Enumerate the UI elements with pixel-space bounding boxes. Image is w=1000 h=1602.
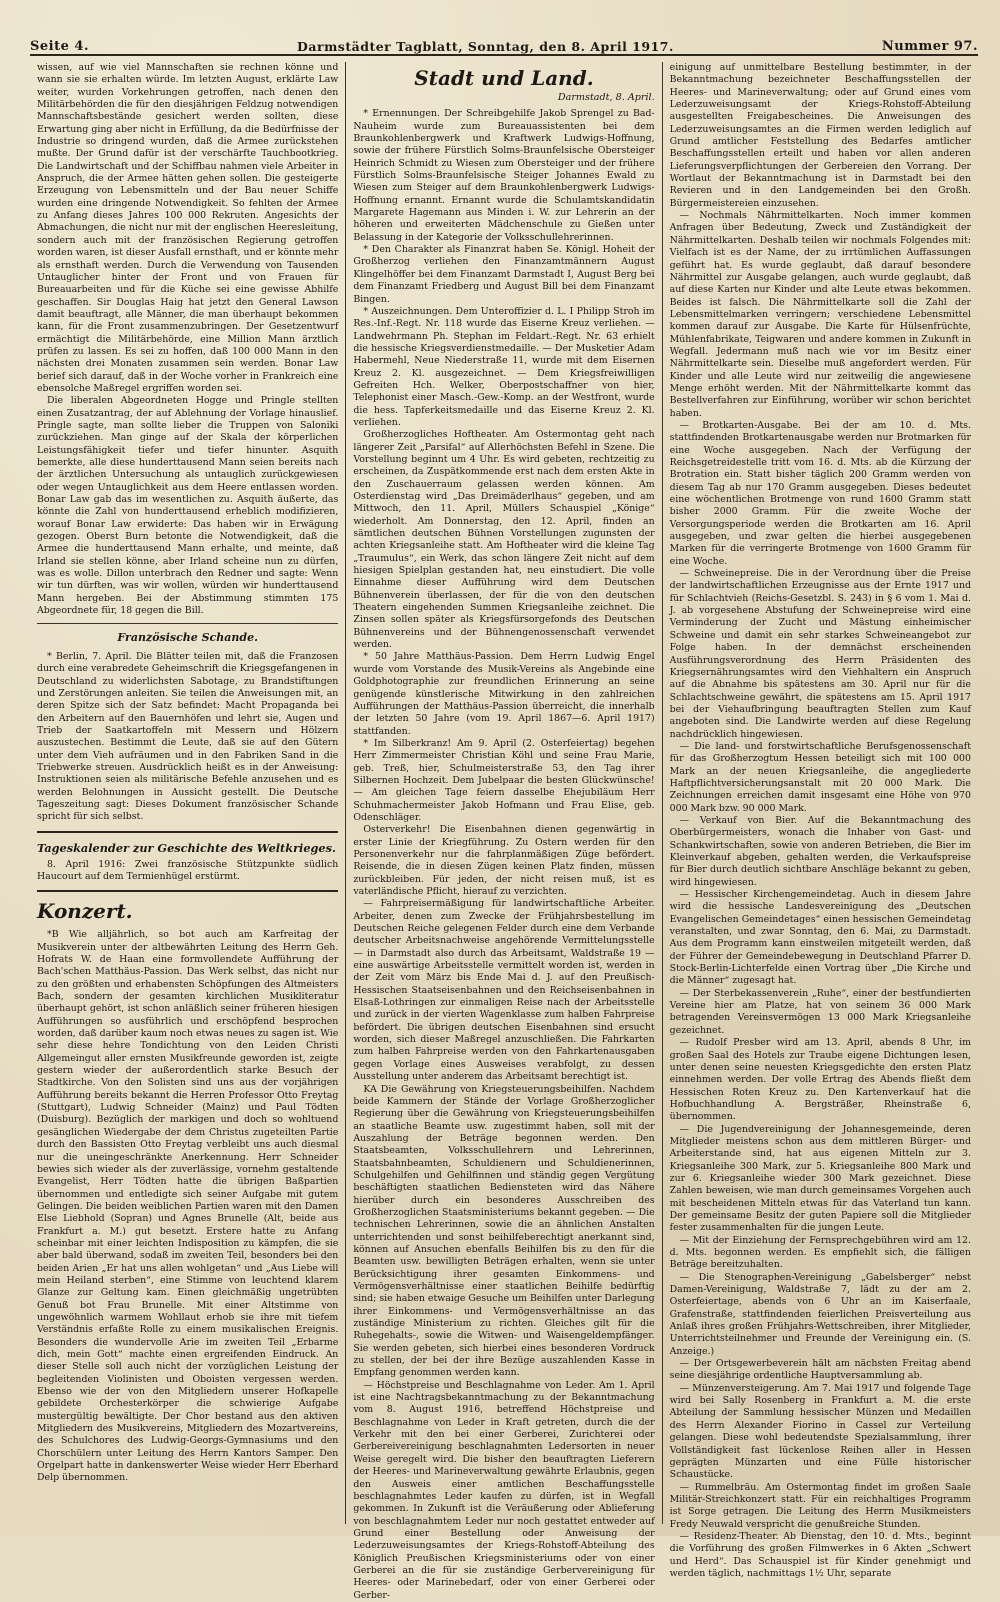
article-text: — Nochmals Nährmittelkarten. Noch immer kommen Anfragen über Bedeutung, Zweck und Zuständigkeit der Nährmittelkarten. Deshalb teilen wir nochmals Folgendes mit: Vielfach ist es der Name, der zu irrtümlichen Auffassungen geführt hat. Es wurde geglaubt, daß darauf besondere Nährmittel zur Ausgabe gelangen, auch wurde geglaubt, daß auf diese Karten nur Kinder und alte Leute etwas bekommen. Beides ist falsch. Die Nährmittelkarte soll die Zahl der Lebensmittelmarken verringern; verschiedene Lebensmittel kommen darauf zur Ausgabe. Die Karte für Hülsenfrüchte, Mühlenfabrikate, Teigwaren und andere kommen in Zukunft in Wegfall. Jedermann muß nach wie vor im Besitz einer Nährmittelkarte sein. Dieselbe muß angefordert werden. Für Kinder und alle Leute wird nur zeitweilig die angewiesene Menge erhöht werden. Mit der Nährmittelkarte kommt das Bestellverfahren zur Einführung, worüber wir schon berichtet haben. — [669, 210, 971, 419]
article-text: — Fahrpreisermäßigung für landwirtschaftliche Arbeiter. Arbeiter, denen zum Zwecke der Frühjahrsbestellung im Deutschen Reiche gelegenen Felder durch eine dem Verbande deutscher Arbeitsnachweise angehörende Vermittelungsstelle — in Darmstadt also durch das Arbeitsamt, Waldstraße 19 — eine auswärtige Arbeitsstelle vermittelt worden ist, werden in der Zeit vom März bis Ende Mai d. J. auf den Preußisch-Hessischen Staatseisenbahnen und den Reichseisenbahnen in Elsaß-Lothringen zur einmaligen Reise nach der Arbeitsstelle und zurück in der vierten Wagenklasse zum halben Fahrpreise befördert. Die übrigen deutschen Eisenbahnen sind ersucht worden, sich dieser Maßregel anzuschließen. Die Fahrkarten zum halben Fahrpreise werden von den Fahrkartenausgaben gegen Vorlage eines Ausweises verabfolgt, zu dessen Ausstellung unter anderem das Arbeitsamt berechtigt ist. — [353, 898, 655, 1083]
article-text: Großherzogliches Hoftheater. Am Ostermontag geht nach längerer Zeit „Parsifal“ auf Allerhöchsten Befehl in Szene. Die Vorstellung beginnt um 4 Uhr. Es wird gebeten, rechtzeitig zu erscheinen, da Zuspätkommende erst nach dem ersten Akte in den Zuschauerraum gelassen werden können. Am Osterdienstag wird „Das Dreimäderlhaus“ gegeben, und am Mittwoch, den 11. April, Müllers Schauspiel „Könige“ wiederholt. Am Donnerstag, den 12. April, finden an sämtlichen deutschen Bühnen Vorstellungen zugunsten der achten Kriegsanleihe statt. Am Hoftheater wird die kleine Tag „Traumulus“, ein Werk, das schon längere Zeit nicht auf dem hiesigen Spielplan gestanden hat, neu einstudiert. Die volle Einnahme dieser Aufführung wird dem Deutschen Bühnenverein überlassen, der für die von den deutschen Theatern eingehenden Summen Kriegsanleihe zeichnet. Die Zinsen sollen später als Kriegsfürsorgefonds des Deutschen Bühnenvereins und der Bühnengenossenschaft verwendet werden. — [353, 429, 655, 651]
divider — [37, 831, 338, 833]
headline-stadt-und-land: Stadt und Land. — [414, 66, 594, 90]
article-text: * 50 Jahre Matthäus-Passion. Dem Herrn Ludwig Engel wurde vom Vorstande des Musik-Vereins als Angebinde eine Goldphotographie zur freundlichen Erinnerung an seine genügende künstlerische Mitwirkung in den zahlreichen Aufführungen der Matthäus-Passion überreicht, die innerhalb der letzten 50 Jahre (vom 19. April 1867—6. April 1917) stattfanden. — [353, 651, 655, 737]
article-text: * Auszeichnungen. Dem Unteroffizier d. L. I Philipp Stroh im Res.-Inf.-Regt. Nr. 118 wurde das Eiserne Kreuz verliehen. — Landwehrmann Ph. Stephan im Feldart.-Regt. Nr. 63 erhielt die hessische Kriegsverdienstmedaille. — Der Musketier Adam Habermehl, Neue Niederstraße 11, wurde mit dem Eisernen Kreuz 2. Kl. ausgezeichnet. — Dem Kriegsfreiwilligen Gefreiten Hch. Welker, Oberpostschaffner von hier, Telephonist einer Masch.-Gew.-Komp. an der Westfront, wurde die hess. Tapferkeitsmedaille und das Eiserne Kreuz 2. Kl. verliehen. — [353, 305, 655, 428]
article-text: — Münzenversteigerung. Am 7. Mai 1917 und folgende Tage wird bei Sally Rosenberg in Frankfurt a. M. die erste Abteilung der Sammlung hessischer Münzen und Medaillen des Herrn Alexander Fiorino in Cassel zur Verteilung gelangen. Diese wohl bedeutendste Spezialsammlung, ihrer Vollständigkeit fast lückenlose Reihen aller in Hessen geprägten Münzarten und eine Fülle historischer Schaustücke. — [669, 1382, 971, 1481]
columns — [30, 62, 978, 1601]
headline-konzert: Konzert. — [37, 899, 133, 924]
article-text: — Verkauf von Bier. Auf die Bekanntmachung des Oberbürgermeisters, wonach die Inhaber von Gast- und Schankwirtschaften, sowie von anderen Betrieben, die Bier im Kleinverkauf abgeben, gehalten werden, die Verkaufspreise für Bier durch deutlich sichtbare Anschläge bekannt zu geben, wird hingewiesen. — [669, 814, 971, 888]
issue-number: Nummer 97. — [881, 39, 978, 54]
article-text: 8. April 1916: Zwei französische Stützpunkte südlich Haucourt auf dem Termienhügel erstürmt. — [37, 858, 339, 882]
article-text: — Die land- und forstwirtschaftliche Berufsgenossenschaft für das Großherzogtum Hessen beteiligt sich mit 100 000 Mark an der neuen Kriegsanleihe, die angegliederte Haftpflichtversicherungsanstalt mit 20 000 Mark. Die Zeichnungen erreichen damit insgesamt eine Höhe von 970 000 Mark bzw. 90 000 Mark. — [669, 740, 971, 814]
article-text: — Höchstpreise und Beschlagnahme von Leder. Am 1. April ist eine Nachtragsbekanntmachung zu der Bekanntmachung vom 8. August 1916, betreffend Höchstpreise und Beschlagnahme von Leder in Kraft getreten, durch die der Verkehr mit den bei einer Gerberei, Zurichterei oder Gerbereivereinigung beschlagnahmten Ledersorten in neuer Weise geregelt wird. Die bisher den beauftragten Lieferern der Heeres- und Marineverwaltung gewährte Erlaubnis, gegen den Ausweis einer amtlichen Beschaffungsstelle beschlagnahmtes Leder kaufen zu dürfen, ist in Wegfall gekommen. In Zukunft ist die Veräußerung oder Ablieferung von beschlagnahmtem Leder nur noch gestattet entweder auf Grund einer Bestellung oder Anweisung der Lederzuweisungsamtes der Kriegs-Rohstoff-Abteilung des Königlich Preußischen Kriegsministeriums oder von einer Gerberei an die für sie zuständige Gerbervereinigung für Heeres- oder Marinebedarf, oder von einer Gerberei oder Gerber- — [353, 1379, 655, 1601]
article-text: — Der Ortsgewerbeverein hält am nächsten Freitag abend seine diesjährige ordentliche Hauptversammlung ab. — [669, 1358, 971, 1382]
article-text: * Berlin, 7. April. Die Blätter teilen mit, daß die Franzosen durch eine verabredete Geheimschrift die Kriegsgefangenen in Deutschland zu widerlichsten Sabotage, zu Brandstiftungen und Zerstörungen anleiten. Sie teilen die Anweisungen mit, an deren Spitze sich der Satz befindet: Macht Propaganda bei den Arbeitern auf den Bauernhöfen und lehrt sie, Augen und Trieb der Saatkartoffeln mit Messern und Hölzern auszustechen. Bestimmt die Leute, daß sie auf den Gütern unter dem Vieh aufräumen und in den Fabriken Sand in die Triebwerke streuen. Ausdrücklich heißt es in der Anweisung: Instruktionen seien als militärische Befehle anzusehen und es werden Belohnungen in Aussicht gestellt. Die Deutsche Tageszeitung sagt: Dieses Dokument französischer Schande spricht für sich selbst. — [37, 650, 339, 823]
column-1 — [30, 62, 345, 1524]
article-text: — Rudolf Presber wird am 13. April, abends 8 Uhr, im großen Saal des Hotels zur Traube eigene Dichtungen lesen, unter denen seine neuesten Kriegsgedichte den ersten Platz einnehmen werden. Der volle Ertrag des Abends fließt dem Hessischen Roten Kreuz zu. Den Kartenverkauf hat die Hofbuchhandlung A. Bergsträßer, Rheinstraße 6, übernommen. — [669, 1037, 971, 1123]
article-text: — Brotkarten-Ausgabe. Bei der am 10. d. Mts. stattfindenden Brotkartenausgabe werden nur Brotmarken für eine Woche ausgegeben. Nach der Verfügung der Reichsgetreidestelle tritt vom 16. d. Mts. ab die Kürzung der Brotration ein. Statt bisher täglich 200 Gramm werden von diesem Tag ab nur 170 Gramm ausgegeben. Dieses bedeutet eine wöchentlichen Brotmenge von rund 1600 Gramm statt bisher 2000 Gramm. Für die zweite Woche der Versorgungsperiode werden die Brotkarten am 16. April ausgegeben, und zwar gelten die hierbei ausgegebenen Marken für die verringerte Brotmenge von 1600 Gramm für eine Woche. — [669, 419, 971, 567]
article-text: KA Die Gewährung von Kriegsteuerungsbeihilfen. Nachdem beide Kammern der Stände der Vorlage Großherzoglicher Regierung über die Gewährung von Kriegsteuerungsbeihilfen an staatliche Beamte usw. zugestimmt haben, soll mit der Auszahlung der Beträge begonnen werden. Den Staatsbeamten, Volksschullehrern und Lehrerinnen, Staatsbahnbeamten, Schuldienern und Schuldienerinnen, Schulgehilfen und Gehilfinnen und ständig gegen Vergütung beschäftigten staatlichen Bediensteten wird das Nähere hierüber durch ein besonderes Ausschreiben des Großherzoglichen Staatsministeriums bekannt gegeben. — Die technischen Lehrerinnen, sowie die an ähnlichen Anstalten unterrichtenden und sonst beihilfeberechtigt anerkannt sind, können auf Ansuchen ebenfalls Beihilfen bis zu den für die Beamten usw. bewilligten Beträgen erhalten, wenn sie unter Berücksichtigung ihrer gesamten Einkommens- und Vermögensverhältnisse einer staatlichen Beihilfe bedürftig sind; sie haben etwaige Gesuche um Beihilfen unter Darlegung ihrer Einkommens- und Vermögensverhältnisse an das zuständige Ministerium zu richten. Gleiches gilt für die Ruhegehalts-, sowie die Witwen- und Waisengeldempfänger. Sie werden gebeten, sich hierbei eines besonderen Vordruck zu stellen, der bei der ihre Bezüge auszahlenden Kasse in Empfang genommen werden kann. — [353, 1083, 655, 1379]
headline-tageskalender: Tageskalender zur Geschichte des Weltkrieges. — [37, 840, 336, 855]
article-text: * Den Charakter als Finanzrat haben Se. Königl. Hoheit der Großherzog verliehen den Finanzamtmännern August Klingelhöffer bei dem Finanzamt Darmstadt I, August Berg bei dem Finanzamt Friedberg und August Bill bei dem Finanzamt Bingen. — [353, 244, 655, 305]
article-text: — Mit der Einziehung der Fernsprechgebühren wird am 12. d. Mts. begonnen werden. Es empfiehlt sich, die fälligen Beträge bereitzuhalten. — [669, 1234, 971, 1271]
article-text: — Rummelbräu. Am Ostermontag findet im großen Saale Militär-Streichkonzert statt. Für ein reichhaltiges Programm ist Sorge getragen. Die Leitung des Herrn Musikmeisters Fredy Neuwald verspricht die genußreiche Stunden. — [669, 1481, 971, 1530]
newspaper-title: Darmstädter Tagblatt, Sonntag, den 8. April 1917. — [297, 39, 674, 54]
article-text: — Schweinepreise. Die in der Verordnung über die Preise der landwirtschaftlichen Erzeugnisse aus der Ernte 1917 und für Schlachtvieh (Reichs-Gesetzbl. S. 243) in § 6 vom 1. Mai d. J. ab vorgesehene Abstufung der Schweinepreise wird eine Verminderung der Zucht und Mästung einheimischer Schweine und damit ein sehr starkes Schweineangebot zur Folge haben. In der demnächst erscheinenden Ausführungsverordnung des Herrn Präsidenten des Kriegsernährungsamtes wird den Viehhaltern ein Anspruch auf die Abnahme bis spätestens am 30. April nur für die Schlachtschweine gewährt, die spätestens am 15. April 1917 bei der Viehaufbringung beauftragten Stellen zum Kauf angeboten sind. Die Landwirte werden auf diese Regelung nachdrücklich hingewiesen. — [669, 568, 971, 740]
article-text: einigung auf unmittelbare Bestellung bestimmter, in der Bekanntmachung bezeichneter Beschaffungsstellen der Heeres- und Marineverwaltung; oder auf Grund eines vom Lederzuweisungsamt der Kriegs-Rohstoff-Abteilung ausgestellten Freigabescheines. Die Anweisungen des Lederzuweisungsamtes an die Firmen werden lediglich auf Grund amtlicher Feststellung des Bedarfes amtlicher Beschaffungsstellen erteilt und haben vor allen anderen Lieferungsverpflichtungen der Gerbereien den Vorrang. Der Wortlaut der Bekanntmachung ist in Darmstadt bei den Revieren und in den Landgemeinden bei den Großh. Bürgermeistereien einzusehen. — [669, 62, 971, 209]
article-text: — Die Stenographen-Vereinigung „Gabelsberger“ nebst Damen-Vereinigung, Waldstraße 7, lädt zu der am 2. Osterfeiertage, abends von 6 Uhr an im Kaiserfaale, Grafenstraße, stattfindenden feierlichen Preisverteilung aus Anlaß ihres großen Frühjahrs-Wettschreiben, ihrer Mitglieder, Unterrichtsteilnehmer und Freunde der Vereinigung ein. (S. Anzeige.) — [669, 1271, 971, 1357]
article-text: * Ernennungen. Der Schreibgehilfe Jakob Sprengel zu Bad-Nauheim wurde zum Bureauassistenten bei dem Braunkohlenbergwerk und Kraftwerk Ludwigs-Hoffnung, sowie der frühere Fürstlich Solms-Braunfelsische Obersteiger Heinrich Schmidt zu Wiesen zum Obersteiger und der frühere Fürstlich Solms-Braunfelsische Steiger Johannes Ewald zu Wiesen zum Steiger auf dem Braunkohlenbergwerk Ludwigs-Hoffnung ernannt. Ernannt wurde die Schulamtskandidatin Margarete Hagemann aus Minden i. W. zur Lehrerin an der höheren und erweiterten Mädchenschule zu Gießen unter Belassung in der Kategorie der Volksschullehrerinnen. — [353, 108, 655, 243]
column-2 — [345, 62, 661, 1601]
article-text: Osterverkehr! Die Eisenbahnen dienen gegenwärtig in erster Linie der Kriegführung. Zu Ostern werden für den Personenverkehr nur die fahrplanmäßigen Züge befördert. Reisende, die in diesen Zügen keinen Platz finden, müssen zurückbleiben. Für jeden, der nicht reisen muß, ist es vaterländische Pflicht, hierauf zu verzichten. — [353, 824, 655, 897]
article-text: — Residenz-Theater. Ab Dienstag, den 10. d. Mts., beginnt die Vorführung des großen Filmwerkes in 6 Akten „Schwert und Herd“. Das Schauspiel ist für Kinder genehmigt und werden täglich, nachmittags 1½ Uhr, separate — [669, 1530, 971, 1579]
article-text: — Die Jugendvereinigung der Johannesgemeinde, deren Mitglieder meistens schon aus dem mittleren Bürger- und Arbeiterstande sind, hat aus eigenen Mitteln zur 3. Kriegsanleihe 300 Mark, zur 5. Kriegsanleihe 800 Mark und zur 6. Kriegsanleihe wieder 300 Mark gezeichnet. Diese Zahlen beweisen, wie man durch gemeinsames Vorgehen auch mit bescheidenen Mitteln etwas für das Vaterland tun kann. Der gemeinsame Besitz der guten Papiere soll die Mitglieder fester zusammenhalten für die jungen Leute. — [669, 1123, 971, 1234]
article-text: — Der Sterbekassenverein „Ruhe“, einer der bestfundierten Vereine hier am Platze, hat von seinem 36 000 Mark betragenden Vereinsvermögen 13 000 Mark Kriegsanleihe gezeichnet. — [669, 987, 971, 1036]
page-number: Seite 4. — [30, 39, 89, 54]
dateline: Darmstadt, 8. April. — [557, 92, 655, 103]
article-text: wissen, auf wie viel Mannschaften sie rechnen könne und wann sie sie erhalten würde. Im letzten August, erklärte Law weiter, wurden Vorkehrungen getroffen, nach denen den Militärbehörden die für den diesjährigen Feldzug notwendigen Mannschaftsbestände gesichert werden sollten, diese Erwartung ging aber nicht in Erfüllung, da die Bedürfnisse der Industrie so dringend wurden, daß die Armee zurückstehen mußte. Der Grund dafür ist der verschärfte Tauchbootkrieg. Die Landwirtschaft und der Schiffbau nahmen viele Arbeiter in Anspruch, die der Armee hätten gehen sollen. Die gesteigerte Erzeugung von Lebensmitteln und der Bau neuer Schiffe wurden eine dringende Notwendigkeit. So fehlten der Armee zu Anfang dieses Jahres 100 000 Rekruten. Angesichts der Abmachungen, die nicht nur mit der englischen Heeresleitung, sondern auch mit der französischen Regierung getroffen worden waren, ist dieser Ausfall ernsthaft, und er könnte mehr als ernsthaft werden. Durch die Verwendung von Tausenden Untauglicher hinter der Front und von Frauen für Bureauarbeiten und für die Küche sei eine gewisse Abhilfe geschaffen. Sir Douglas Haig hat jetzt den General Lawson damit beauftragt, alle Männer, die man überhaupt bekommen kann, für die Front zusammenzubringen. Der Gesetzentwurf ermächtigt die Militärbehörde, eine Million Mann ärztlich prüfen zu lassen. Es sei zu hoffen, daß 100 000 Mann in den nächsten drei Monaten zusammen sein werden. Bonar Law berief sich darauf, daß in der Woche vorher in Frankreich eine ebensolche Maßregel ergriffen worden sei. — [37, 62, 339, 394]
article-text: *B Wie alljährlich, so bot auch am Karfreitag der Musikverein unter der altbewährten Leitung des Herrn Geh. Hofrats W. de Haan eine formvollendete Aufführung der Bach'schen Matthäus-Passion. Das Werk selbst, das nicht nur zu den größten und erhabensten Schöpfungen des Altmeisters Bach, sondern der gesamten kirchlichen Musikliteratur überhaupt gehört, ist schon anläßlich seiner früheren hiesigen Aufführungen so ausführlich und erschöpfend besprochen worden, daß darüber kaum noch etwas neues zu sagen ist. Wie sehr diese hehre Tondichtung von den Leiden Christi Allgemeingut aller ernsten Musikfreunde geworden ist, zeigte gestern wieder der außerordentlich starke Besuch der Stadtkirche. Von den Solisten sind uns aus der vorjährigen Aufführung bereits bekannt die Herren Professor Otto Freytag (Stuttgart), Ludwig Schneider (Mainz) und Paul Tödten (Duisburg). Bezüglich der markigen und doch so wohltuend gesänglichen Wiedergabe der dem Christus zugeteilten Partie durch den Bassisten Otto Freytag verbleibt uns auch diesmal nur die uneingeschränkte Anerkennung. Herr Schneider bewies sich wieder als der zuverlässige, vornehm gestaltende Evangelist, Herr Tödten hatte die übrigen Baßpartien übernommen und entledigte sich seiner Aufgabe mit gutem Gelingen. Die beiden weiblichen Partien waren mit den Damen Else Liebhold (Sopran) und Agnes Brunelle (Alt, beide aus Frankfurt a. M.) gut besetzt. Erstere hatte zu Anfang scheinbar mit einer leichten Indisposition zu kämpfen, die sie aber bald überwand, sodaß im zweiten Teil, besonders bei den beiden Arien „Er hat uns allen wohlgetan“ und „Aus Liebe will mein Heiland sterben“, eine Stimme von leuchtend klarem Glanze zur Geltung kam. Einen gleichmäßig ungetrübten Genuß bot Frau Brunelle. Mit einer Altstimme von ungewöhnlich warmem Wohllaut erhob sie ihre mit tiefem Verständnis erfaßte Rolle zu einem musikalischen Ereignis. Besonders die wundervolle Arie im zweiten Teil „Erbarme dich, mein Gott“ machte einen ergreifenden Eindruck. An dieser Stelle soll auch nicht der vorzüglichen Leistung der begleitenden Violinisten und Oboisten vergessen werden. Ebenso wie der von den Mitgliedern unserer Hofkapelle gebildete Orchesterkörper die schwierige Aufgabe mustergültig bewältigte. Der Chor bestand aus den aktiven Mitgliedern des Musikvereins, Mitgliedern des Mozartvereins, des Schulchores des Ludwig-Georgs-Gymnasiums und den Chorschülern unter Leitung des Herrn Kantors Samper. Den Orgelpart hatte in dankenswerter Weise wieder Herr Eberhard Delp übernommen. — [37, 929, 339, 1484]
divider — [37, 890, 338, 892]
article-text: Die liberalen Abgeordneten Hogge und Pringle stellten einen Zusatzantrag, der auf Ablehnung der Vorlage hinauslief. Pringle sagte, man sollte lieber die Truppen von Saloniki zurückziehen. Man ginge auf der Skala der körperlichen Leistungsfähigkeit tiefer und tiefer hinunter. Asquith bemerkte, alle diese hunderttausend Mann seien bereits nach der ärztlichen Untersuchung als untauglich zurückgewiesen oder wegen Untauglichkeit aus dem Heere entlassen worden. Bonar Law gab das im wesentlichen zu. Asquith äußerte, das könnte die Zahl von hunderttausend erheblich modifizieren, worauf Bonar Law erwiderte: Das haben wir in Erwägung gezogen. Oberst Burn betonte die Notwendigkeit, daß die Armee die hunderttausend Mann erhalte, und meinte, daß Irland sie stellen könne, aber Irland scheine nun zu dürfen, was es wolle. Dillon unterbrach den Redner und sagte: Wenn wir tun dürften, was wir wollen, würden wir hunderttausend Mann hergeben. Bei der Abstimmung stimmten 175 Abgeordnete für, 18 gegen die Bill. — [37, 395, 339, 617]
divider — [37, 623, 338, 624]
column-3 — [662, 62, 978, 1579]
masthead — [30, 32, 978, 56]
headline-schande: Französische Schande. — [117, 631, 258, 645]
article-text: — Hessischer Kirchengemeindetag. Auch in diesem Jahre wird die hessische Landesvereinigung des „Deutschen Evangelischen Gemeindetages“ einen hessischen Gemeindetag veranstalten, und zwar Sonntag, den 6. Mai, zu Darmstadt. Aus dem Programm kann einstweilen mitgeteilt werden, daß der Führer der Gemeindebewegung in Deutschland Pfarrer D. Stock-Berlin-Lichterfelde einen Vortrag über „Die Kirche und die Männer“ zugesagt hat. — [669, 889, 971, 987]
article-text: * Im Silberkranz! Am 9. April (2. Osterfeiertag) begehen Herr Zimmermeister Christian Köhl und seine Frau Marie, geb. Treß, hier, Schulmeisterstraße 53, den Tag ihrer Silbernen Hochzeit. Dem Jubelpaar die besten Glückwünsche! — Am gleichen Tage feiern dasselbe Ehejubiläum Herr Schuhmachermeister Jakob Hofmann und Frau Elise, geb. Odenschläger. — [353, 737, 655, 823]
